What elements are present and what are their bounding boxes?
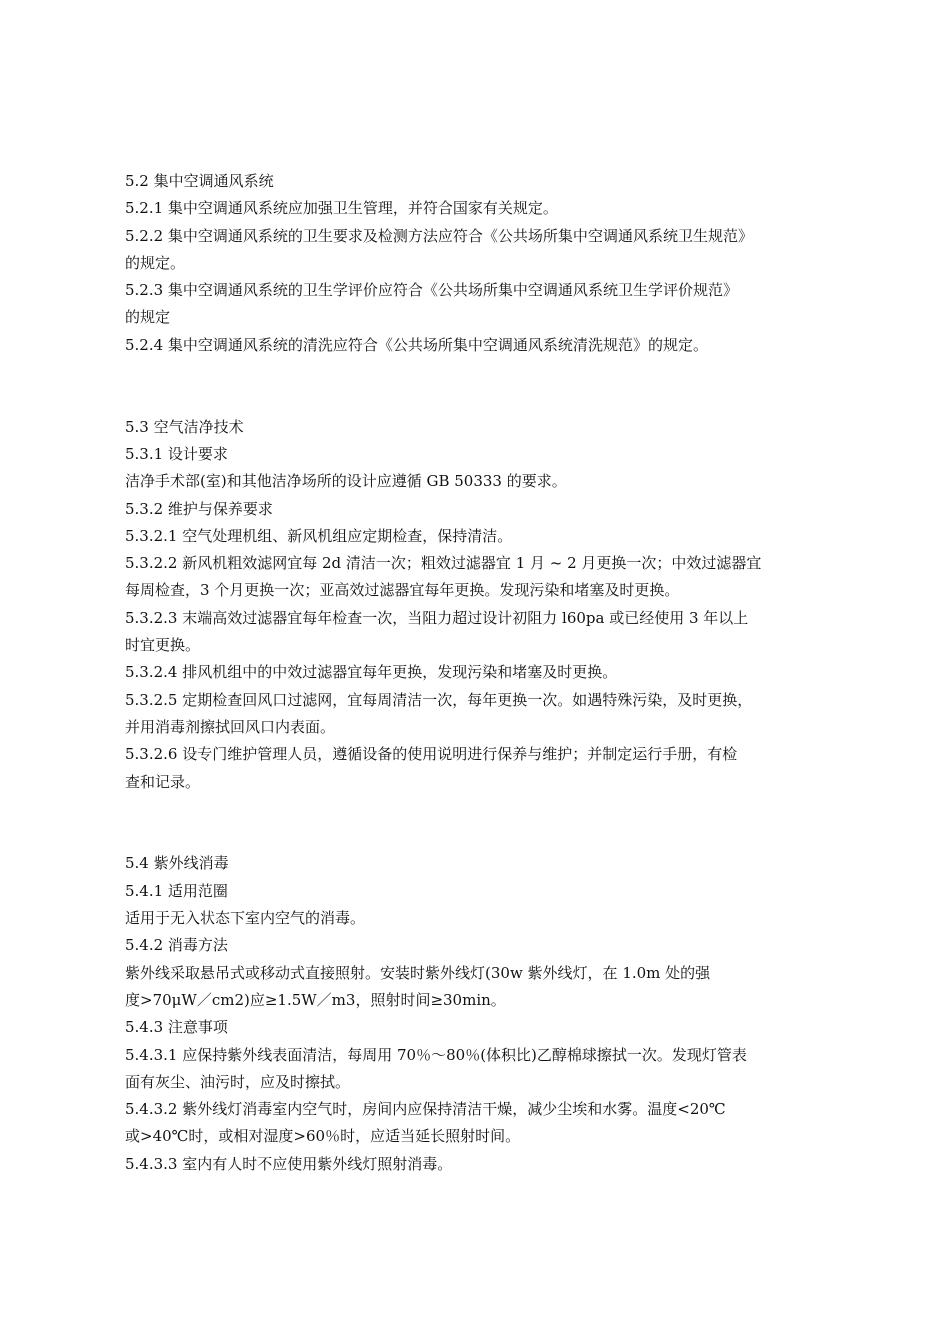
paragraph-line: 紫外线采取悬吊式或移动式直接照射。安装时紫外线灯(30w 紫外线灯，在 1.0m 处的强 bbox=[125, 963, 711, 982]
paragraph-line: 5.3.2.2 新风机粗效滤网宜每 2d 清洁一次；粗效过滤器宜 1 月 ~ 2 月更换一次；中效过滤器宜 bbox=[125, 554, 762, 573]
paragraph-line: 5.2.1 集中空调通风系统应加强卫生管理，并符合国家有关规定。 bbox=[125, 199, 558, 218]
subsection-heading: 5.4.3 注意事项 bbox=[125, 1018, 228, 1037]
paragraph-line: 5.4.3.3 室内有人时不应使用紫外线灯照射消毒。 bbox=[125, 1154, 453, 1173]
paragraph-line: 查和记录。 bbox=[125, 772, 201, 791]
paragraph-line: 面有灰尘、油污时，应及时擦拭。 bbox=[125, 1072, 351, 1091]
subsection-heading: 5.4.2 消毒方法 bbox=[125, 936, 228, 955]
document-body bbox=[125, 168, 870, 1178]
paragraph-line: 或>40℃时，或相对湿度>60％时，应适当延长照射时间。 bbox=[125, 1127, 521, 1146]
paragraph-line: 的规定。 bbox=[125, 253, 186, 272]
paragraph-line: 度>70μW／cm2)应≥1.5W／m3，照射时间≥30min。 bbox=[125, 990, 506, 1009]
section-heading: 5.3 空气洁净技术 bbox=[125, 417, 244, 436]
section-heading: 5.2 集中空调通风系统 bbox=[125, 172, 274, 190]
paragraph-line: 并用消毒剂擦拭回风口内表面。 bbox=[125, 717, 336, 736]
paragraph-line: 5.2.3 集中空调通风系统的卫生学评价应符合《公共场所集中空调通风系统卫生学评价规范》 bbox=[125, 281, 738, 300]
paragraph-line: 5.3.2.1 空气处理机组、新风机组应定期检查，保持清洁。 bbox=[125, 526, 513, 545]
paragraph-line: 5.4.3.2 紫外线灯消毒室内空气时，房间内应保持清洁干燥，减少尘埃和水雾。温度<20℃ bbox=[125, 1100, 726, 1119]
section-5-4 bbox=[125, 850, 870, 1178]
paragraph-line: 时宜更换。 bbox=[125, 636, 201, 655]
paragraph-line: 5.3.2.4 排风机组中的中效过滤器宜每年更换，发现污染和堵塞及时更换。 bbox=[125, 663, 618, 682]
paragraph-line: 5.4.3.1 应保持紫外线表面清洁，每周用 70％～80％(体积比)乙醇棉球擦拭一次。发现灯管表 bbox=[125, 1045, 747, 1064]
paragraph-line: 每周检查，3 个月更换一次；亚高效过滤器宜每年更换。发现污染和堵塞及时更换。 bbox=[125, 581, 680, 600]
subsection-heading: 5.4.1 适用范圈 bbox=[125, 881, 228, 900]
paragraph-line: 洁净手术部(室)和其他洁净场所的设计应遵循 GB 50333 的要求。 bbox=[125, 472, 567, 491]
paragraph-line: 5.3.2.5 定期检查回风口过滤网，宜每周清洁一次，每年更换一次。如遇特殊污染，及时更换， bbox=[125, 690, 753, 709]
paragraph-line: 5.2.2 集中空调通风系统的卫生要求及检测方法应符合《公共场所集中空调通风系统卫生规范》 bbox=[125, 226, 753, 245]
paragraph-line: 5.3.2.3 末端高效过滤器宜每年检查一次，当阻力超过设计初阻力 l60pa 或已经使用 3 年以上 bbox=[125, 608, 749, 627]
section-gap bbox=[125, 359, 870, 414]
paragraph-line: 5.3.2.6 设专门维护管理人员，遵循设备的使用说明进行保养与维护；并制定运行手册，有检 bbox=[125, 745, 738, 764]
section-5-3 bbox=[125, 414, 870, 796]
paragraph-line: 的规定 bbox=[125, 308, 171, 327]
paragraph-line: 适用于无入状态下室内空气的消毒。 bbox=[125, 909, 366, 928]
subsection-heading: 5.3.1 设计要求 bbox=[125, 444, 228, 463]
section-heading: 5.4 紫外线消毒 bbox=[125, 854, 229, 873]
section-gap bbox=[125, 796, 870, 851]
section-5-2 bbox=[125, 168, 870, 359]
paragraph-line: 5.2.4 集中空调通风系统的清洗应符合《公共场所集中空调通风系统清洗规范》的规定。 bbox=[125, 335, 708, 354]
subsection-heading: 5.3.2 维护与保养要求 bbox=[125, 499, 273, 518]
